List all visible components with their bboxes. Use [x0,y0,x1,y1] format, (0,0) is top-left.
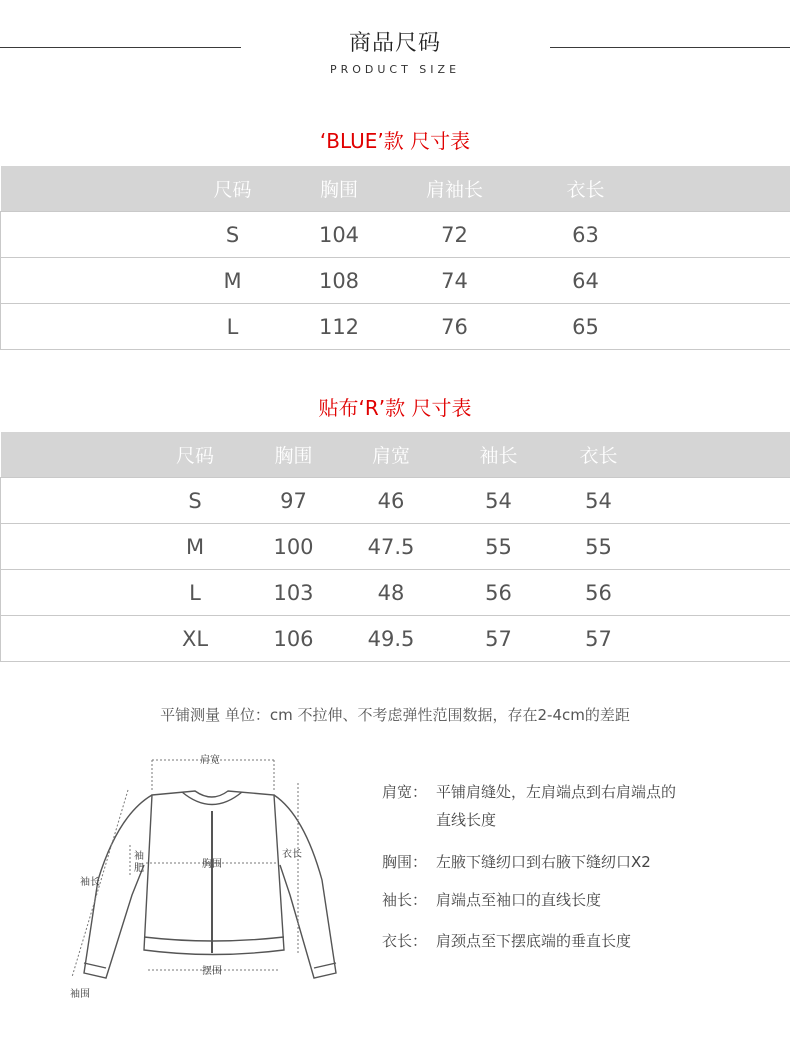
table-cell: 56 [440,570,558,616]
legend-label: 袖长： [382,891,428,909]
table-cell: 108 [290,258,389,304]
legend-label: 衣长： [382,932,428,950]
table-row [1,524,790,570]
table-cell: 104 [290,212,389,258]
blue-size-table [0,166,790,350]
label-cuff: 袖围 [70,989,90,1000]
table-cell: 64 [521,258,651,304]
label-sleeve-width: 袖肥 [134,851,144,874]
table-cell: 48 [343,570,440,616]
table-cell: 97 [245,478,343,524]
legend-sleeve-length [382,886,762,914]
legend-text: 平铺肩缝处，左肩端点到右肩端点的 [436,783,677,801]
table-cell: 112 [290,304,389,350]
column-header: 尺码 [146,432,245,478]
column-header: 肩袖长 [389,166,521,212]
table-cell: 55 [558,524,640,570]
column-header: 衣长 [521,166,651,212]
legend-shoulder [382,778,762,834]
table-cell: 49.5 [343,616,440,662]
legend-text-cont: 直线长度 [436,811,497,829]
table-cell: 106 [245,616,343,662]
table-row [1,570,790,616]
jacket-body-outline [144,791,284,955]
r-table-title: 贴布‘R’款 尺寸表 [318,396,472,420]
table-row [1,616,790,662]
r-size-table [0,432,790,662]
table-cell: 103 [245,570,343,616]
column-header: 胸围 [245,432,343,478]
legend-text: 肩端点至袖口的直线长度 [436,891,602,909]
table-header-row [1,432,790,478]
table-cell: S [146,478,245,524]
table-cell: M [146,524,245,570]
label-shoulder: 肩宽 [200,755,220,766]
table-cell: L [146,570,245,616]
table-cell: 46 [343,478,440,524]
table-cell: S [176,212,290,258]
label-chest: 胸围 [202,859,222,870]
jacket-measurement-diagram [60,745,360,1010]
column-header: 衣长 [558,432,640,478]
page-title: 商品尺码 [348,31,441,56]
legend-chest [382,848,762,876]
label-hem: 摆围 [202,966,222,977]
table-cell: 54 [440,478,558,524]
table-cell: L [176,304,290,350]
table-cell: 54 [558,478,640,524]
table-cell: 56 [558,570,640,616]
column-header: 肩宽 [343,432,440,478]
column-header: 尺码 [176,166,290,212]
table-row [1,258,790,304]
table-row [1,478,790,524]
table-cell: 74 [389,258,521,304]
table-cell: 57 [558,616,640,662]
label-length: 衣长 [282,849,302,860]
jacket-collar [182,792,242,805]
legend-text: 左腋下缝纫口到右腋下缝纫口X2 [436,853,651,871]
table-row [1,212,790,258]
table-cell: 55 [440,524,558,570]
table-cell: 63 [521,212,651,258]
table-cell: XL [146,616,245,662]
legend-text: 肩颈点至下摆底端的垂直长度 [436,932,632,950]
table-row [1,304,790,350]
table-cell: 47.5 [343,524,440,570]
table-cell: 76 [389,304,521,350]
legend-label: 肩宽： [382,783,428,801]
table-header-row [1,166,790,212]
page-subtitle: PRODUCT SIZE [329,63,461,76]
measurement-note: 平铺测量 单位：cm 不拉伸、不考虑弹性范围数据，存在2-4cm的差距 [160,706,630,724]
table-cell: 57 [440,616,558,662]
table-cell: 100 [245,524,343,570]
label-sleeve-length: 袖长 [80,877,100,888]
legend-length [382,927,762,955]
blue-table-title: ‘BLUE’款 尺寸表 [319,129,471,153]
legend-label: 胸围： [382,853,428,871]
table-cell: M [176,258,290,304]
column-header: 袖长 [440,432,558,478]
table-cell: 72 [389,212,521,258]
column-header: 胸围 [290,166,389,212]
table-cell: 65 [521,304,651,350]
